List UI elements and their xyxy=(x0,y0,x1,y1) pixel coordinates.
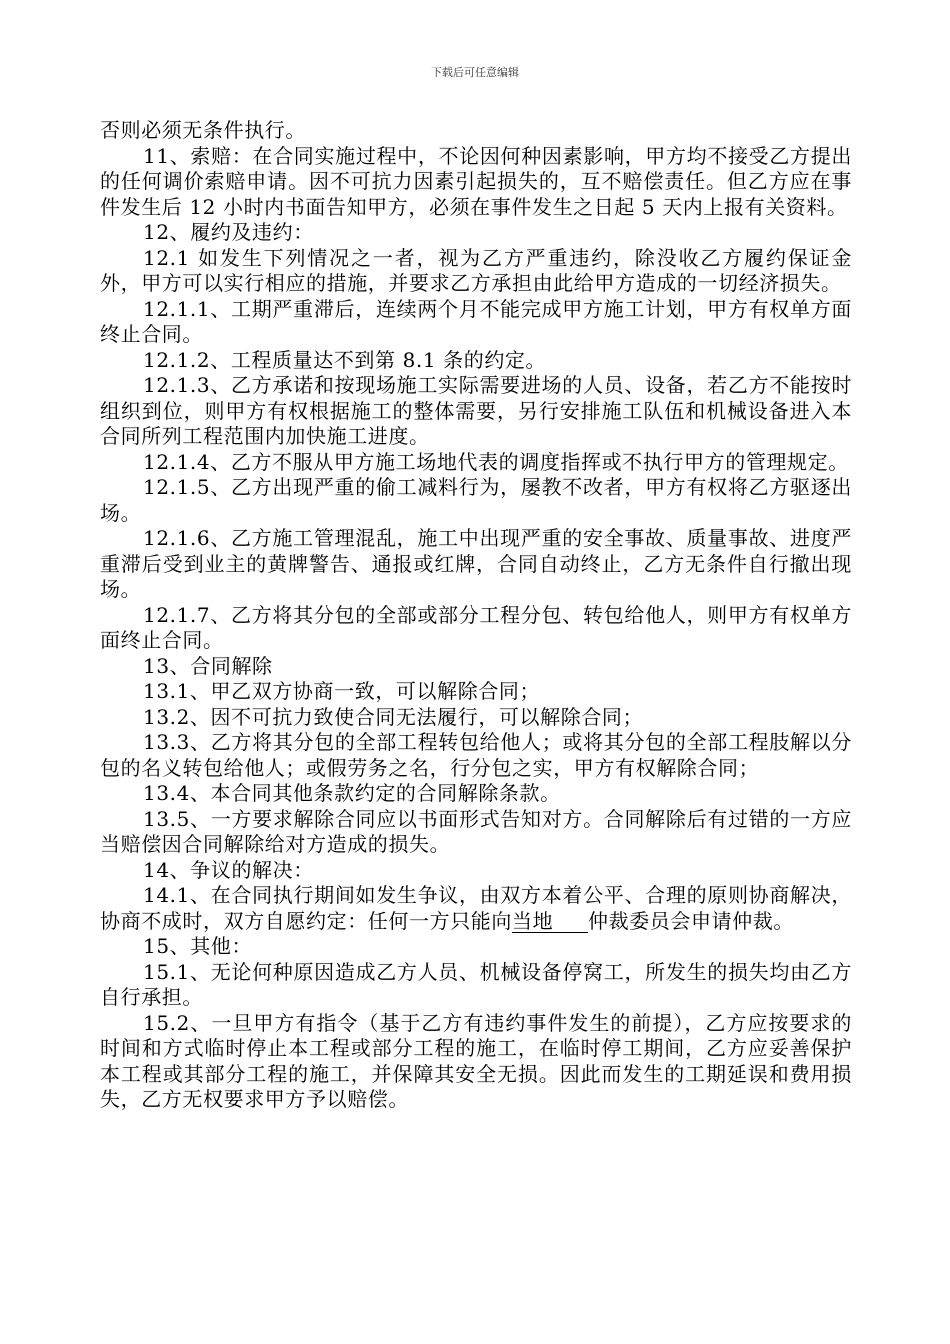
clause-13-4: 13.4、本合同其他条款约定的合同解除条款。 xyxy=(143,781,561,805)
clause-15-1: 15.1、无论何种原因造成乙方人员、机械设备停窝工，所发生的损失均由乙方自行承担。 xyxy=(100,959,852,1009)
clause-13-5: 13.5、一方要求解除合同应以书面形式告知对方。合同解除后有过错的一方应当赔偿因合同解除给对方造成的损失。 xyxy=(100,806,852,856)
clause-13-2: 13.2、因不可抗力致使合同无法履行，可以解除合同； xyxy=(143,704,644,729)
paragraph-continuation: 否则必须无条件执行。 xyxy=(100,118,306,142)
clause-11-claims: 11、索赔：在合同实施过程中，不论因何种因素影响，甲方均不接受乙方提出的任何调价索赔申请。因不可抗力因素引起损失的，互不赔偿责任。但乙方应在事件发生后 12 小时内书面告知甲方，必须在事件发生之日起 5 天内上报有关资料。 xyxy=(100,143,852,219)
clause-14-heading: 14、争议的解决： xyxy=(143,857,314,882)
clause-12-1: 12.1 如发生下列情况之一者，视为乙方严重违约，除没收乙方履约保证金外，甲方可以实行相应的措施，并要求乙方承担由此给甲方造成的一切经济损失。 xyxy=(100,245,852,295)
page-header: 下载后可任意编辑 xyxy=(431,66,519,79)
clause-14-1-text-after: 仲裁委员会申请仲裁。 xyxy=(588,908,794,933)
clause-12-1-4: 12.1.4、乙方不服从甲方施工场地代表的调度指挥或不执行甲方的管理规定。 xyxy=(143,449,849,474)
clause-12-heading: 12、履约及违约： xyxy=(143,220,314,244)
clause-12-1-7: 12.1.7、乙方将其分包的全部或部分工程分包、转包给他人，则甲方有权单方面终止合同。 xyxy=(100,602,852,652)
clause-13-heading: 13、合同解除 xyxy=(143,653,273,678)
clause-12-1-6: 12.1.6、乙方施工管理混乱，施工中出现严重的安全事故、质量事故、进度严重滞后受到业主的黄牌警告、通报或红牌，合同自动终止，乙方无条件自行撤出现场。 xyxy=(100,526,852,601)
clause-12-1-5: 12.1.5、乙方出现严重的偷工减料行为，屡教不改者，甲方有权将乙方驱逐出场。 xyxy=(100,475,852,525)
clause-12-1-3: 12.1.3、乙方承诺和按现场施工实际需要进场的人员、设备，若乙方不能按时组织到位，则甲方有权根据施工的整体需要，另行安排施工队伍和机械设备进入本合同所列工程范围内加快施工进度。 xyxy=(100,373,852,448)
clause-14-1 xyxy=(100,883,852,934)
document-body xyxy=(100,118,852,1113)
clause-13-3: 13.3、乙方将其分包的全部工程转包给他人；或将其分包的全部工程肢解以分包的名义转包给他人；或假劳务之名，行分包之实，甲方有权解除合同； xyxy=(100,730,852,780)
clause-12-1-2: 12.1.2、工程质量达不到第 8.1 条的约定。 xyxy=(143,347,547,372)
clause-12-1-1: 12.1.1、工期严重滞后，连续两个月不能完成甲方施工计划，甲方有权单方面终止合同。 xyxy=(100,296,852,346)
clause-13-1: 13.1、甲乙双方协商一致，可以解除合同； xyxy=(143,679,541,703)
clause-14-1-text-before: 14.1、在合同执行期间如发生争议，由双方本着公平、合理的原则协商解决，协商不成时，双方自愿约定：任何一方只能向 xyxy=(100,883,852,933)
arbitration-place-blank: 当地 xyxy=(512,910,588,933)
clause-15-2: 15.2、一旦甲方有指令（基于乙方有违约事件发生的前提），乙方应按要求的时间和方式临时停止本工程或部分工程的施工，在临时停工期间，乙方应妥善保护本工程或其部分工程的施工，并保障其安全无损。因此而发生的工期延误和费用损失，乙方无权要求甲方予以赔偿。 xyxy=(100,1010,852,1111)
clause-15-heading: 15、其他： xyxy=(143,934,253,958)
